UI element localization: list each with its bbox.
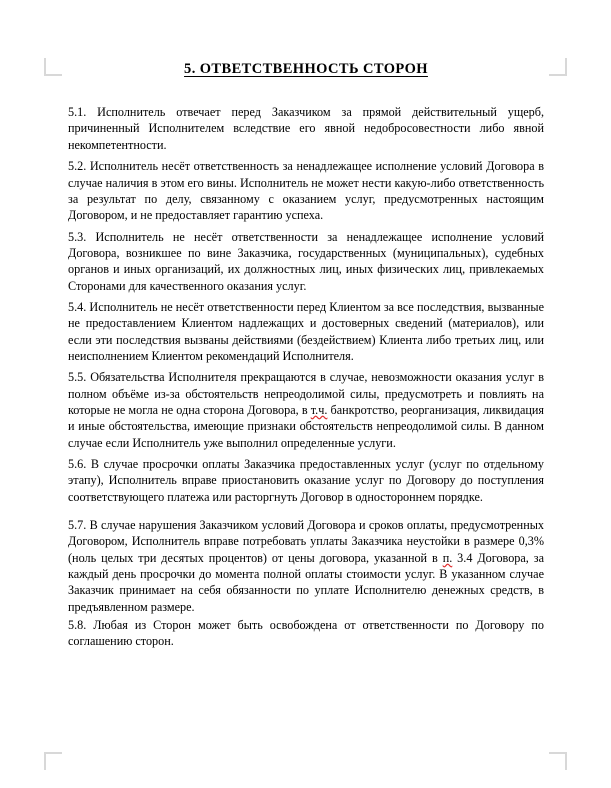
- clause-5-1: 5.1. Исполнитель отвечает перед Заказчиком за прямой действительный ущерб, причиненный Исполнителем вследствие его явной недобросовестности либо явной некомпетентности.: [68, 105, 544, 152]
- document-content: [68, 60, 544, 655]
- clause-5-5-text-before: 5.5. Обязательства Исполнителя прекращаются в случае, невозможности оказания услуг в полном объёме из-за обстоятельств непреодолимой силы, предусмотреть и повлиять на которые не могла не одна сторона Договора, в: [68, 370, 544, 417]
- margin-mark-top-left-icon: [44, 58, 62, 76]
- clause-5-2: 5.2. Исполнитель несёт ответственность за ненадлежащее исполнение условий Договора в случае наличия в этом его вины. Исполнитель не может нести какую-либо ответственность за результат по делу, связанному с оказанием услуг, предусмотренных настоящим Договором, и не предоставляет гарантию успеха.: [68, 159, 544, 223]
- clause-5-7-text-before: 5.7. В случае нарушения Заказчиком условий Договора и сроков оплаты, предусмотренных Договором, Исполнитель вправе потребовать уплаты Заказчика неустойки в размере 0,3% (ноль целых три десятых процентов) от цены договора, указанной в: [68, 518, 544, 565]
- spellcheck-flagged-word-tch: т.ч.: [310, 402, 328, 417]
- clause-5-8: 5.8. Любая из Сторон может быть освобождена от ответственности по Договору по соглашению сторон.: [68, 618, 544, 649]
- margin-mark-bottom-right-icon: [549, 752, 567, 770]
- clause-5-3: 5.3. Исполнитель не несёт ответственности за ненадлежащее исполнение условий Договора, возникшее по вине Заказчика, государственных (муниципальных), судебных органов и иных организаций, их должностных лиц, иных физических лиц, привлекаемых Сторонами для качественного оказания услуг.: [68, 229, 544, 293]
- margin-mark-top-right-icon: [549, 58, 567, 76]
- clause-5-4: 5.4. Исполнитель не несёт ответственности перед Клиентом за все последствия, вызванные не предоставлением Клиентом надлежащих и достоверных сведений (материалов), или если эти последствия вызваны действиями (бездействием) Клиента либо третьих лиц, или неисполнением Клиентом рекомендаций Исполнителя.: [68, 299, 544, 363]
- clause-5-5-text-after: банкротство, реорганизация, ликвидация и иные обстоятельства, имеющие признаки обстоятельств непреодолимой силы. В данном случае если Исполнитель уже выполнил определенные услуги.: [68, 402, 545, 450]
- spellcheck-flagged-word-p: п.: [442, 550, 453, 565]
- clause-5-7: [68, 517, 544, 615]
- section-heading-text: 5. ОТВЕТСТВЕННОСТЬ СТОРОН: [184, 61, 428, 77]
- clause-5-5: [68, 369, 544, 451]
- clause-5-7-text-after: 3.4 Договора, за каждый день просрочки до момента полной оплаты стоимости услуг. В указанном случае Заказчик принимает на себя обязанности по уплате Исполнителю денежных средств, в предъявленном размере.: [68, 550, 544, 614]
- margin-mark-bottom-left-icon: [44, 752, 62, 770]
- clause-5-6: 5.6. В случае просрочки оплаты Заказчика предоставленных услуг (услуг по отдельному этапу), Исполнитель вправе приостановить оказание услуг по Договору до поступления соответствующего платежа или расторгнуть Договор в одностороннем порядке.: [68, 457, 544, 504]
- section-heading: [68, 60, 544, 78]
